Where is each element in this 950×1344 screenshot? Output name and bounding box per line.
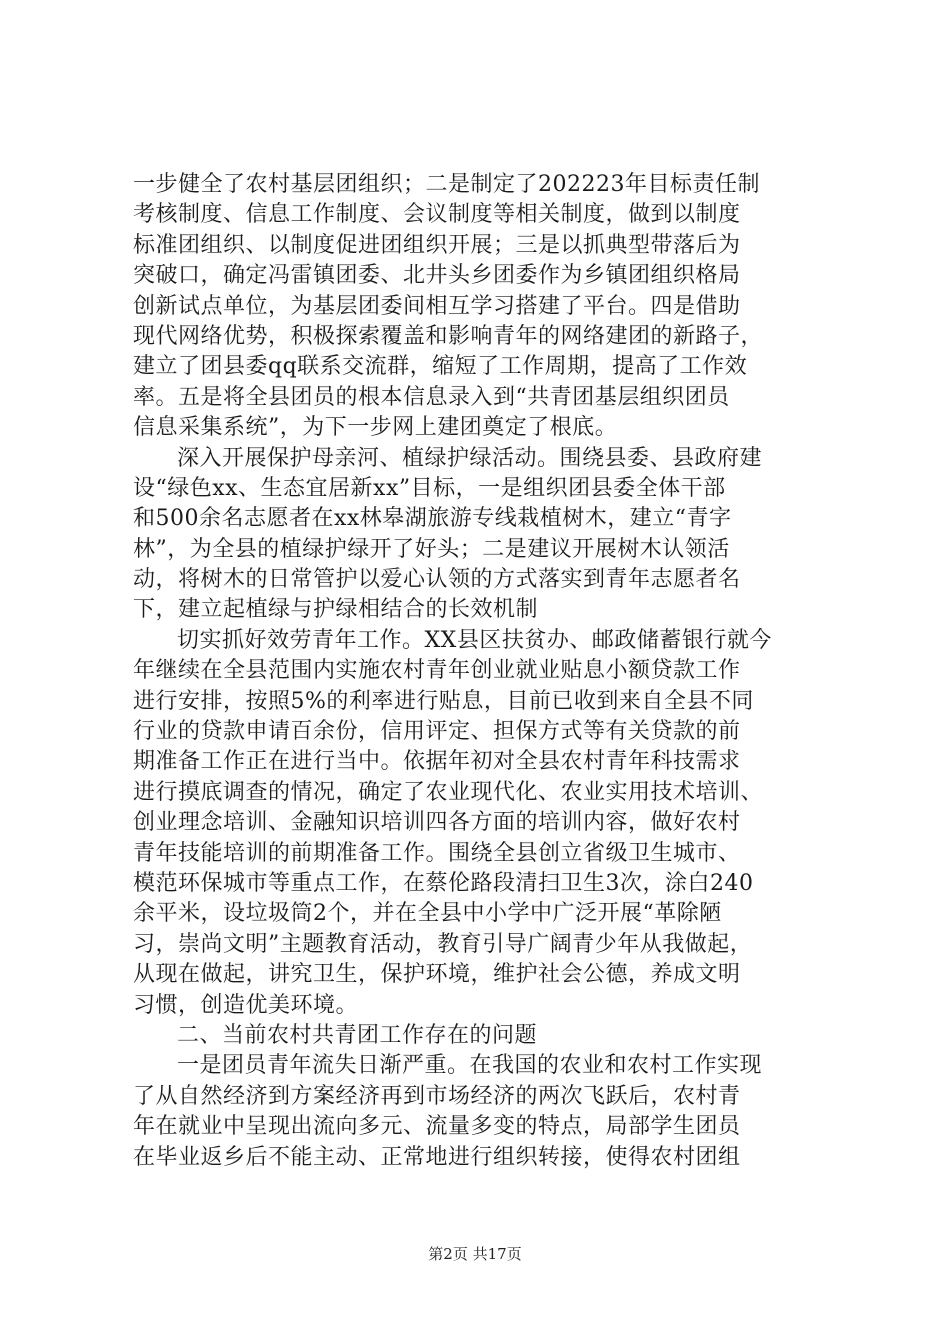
text-line: 创新试点单位，为基层团委间相互学习搭建了平台。四是借助 <box>133 293 741 319</box>
text-line: 和500余名志愿者在xx林皋湖旅游专线栽植树木，建立“青字 <box>133 506 732 532</box>
text-line: 青年技能培训的前期准备工作。围绕全县创立省级卫生城市、 <box>133 840 741 866</box>
text-line: 现代网络优势，积极探索覆盖和影响青年的网络建团的新路子， <box>133 323 764 349</box>
text-line: 设“绿色xx、生态宜居新xx”目标，一是组织团县委全体干部 <box>133 475 726 501</box>
document-body <box>133 170 823 1173</box>
text-line: 下，建立起植绿与护绿相结合的长效机制 <box>133 597 539 623</box>
text-line: 率。五是将全县团员的根本信息录入到“共青团基层组织团员 <box>133 384 730 410</box>
text-line: 模范环保城市等重点工作，在蔡伦路段清扫卫生3次，涂白240 <box>133 870 754 896</box>
text-line: 年继续在全县范围内实施农村青年创业就业贴息小额贷款工作 <box>133 658 741 684</box>
paragraph-start-line: 一是团员青年流失日渐严重。在我国的农业和农村工作实现 <box>177 1053 763 1079</box>
text-line: 进行摸底调查的情况，确定了农业现代化、农业实用技术培训、 <box>133 779 764 805</box>
text-line: 一步健全了农村基层团组织；二是制定了202223年目标责任制 <box>133 172 760 197</box>
text-line: 标准团组织、以制度促进团组织开展；三是以抓典型带落后为 <box>133 232 741 258</box>
text-line: 突破口，确定冯雷镇团委、北井头乡团委作为乡镇团组织格局 <box>133 263 741 289</box>
text-line: 进行安排，按照5%的利率进行贴息，目前已收到来自全县不同 <box>133 688 754 714</box>
text-line: 动，将树木的日常管护以爱心认领的方式落实到青年志愿者名 <box>133 567 741 593</box>
text-line: 在毕业返乡后不能主动、正常地进行组织转接，使得农村团组 <box>133 1144 741 1170</box>
text-line: 行业的贷款申请百余份，信用评定、担保方式等有关贷款的前 <box>133 719 741 745</box>
text-line: 从现在做起，讲究卫生，保护环境，维护社会公德，养成文明 <box>133 962 741 988</box>
text-line: 创业理念培训、金融知识培训四各方面的培训内容，做好农村 <box>133 810 741 836</box>
text-line: 期准备工作正在进行当中。依据年初对全县农村青年科技需求 <box>133 749 741 775</box>
paragraph-start-line: 二、当前农村共青团工作存在的问题 <box>177 1022 538 1048</box>
text-line: 习惯，创造优美环境。 <box>133 992 359 1018</box>
page-number-indicator: 第2页 共17页 <box>428 1245 522 1263</box>
paragraph-start-line: 深入开展保护母亲河、植绿护绿活动。围绕县委、县政府建 <box>177 445 763 471</box>
text-line: 了从自然经济到方案经济再到市场经济的两次飞跃后，农村青 <box>133 1083 741 1109</box>
text-line: 余平米，设垃圾筒2个，并在全县中小学中广泛开展“革除陋 <box>133 901 722 927</box>
page-footer <box>0 1244 950 1264</box>
text-line: 年在就业中呈现出流向多元、流量多变的特点，局部学生团员 <box>133 1114 741 1140</box>
text-line: 林”，为全县的植绿护绿开了好头；二是建议开展树木认领活 <box>133 536 730 562</box>
text-line: 建立了团县委qq联系交流群，缩短了工作周期，提高了工作效 <box>133 354 748 380</box>
text-line: 习，崇尚文明”主题教育活动，教育引导广阔青少年从我做起， <box>133 931 753 957</box>
text-line: 信息采集系统”，为下一步网上建团奠定了根底。 <box>133 415 618 441</box>
text-line: 考核制度、信息工作制度、会议制度等相关制度，做到以制度 <box>133 202 741 228</box>
paragraph-start-line: 切实抓好效劳青年工作。XX县区扶贫办、邮政储蓄银行就今 <box>177 627 772 653</box>
